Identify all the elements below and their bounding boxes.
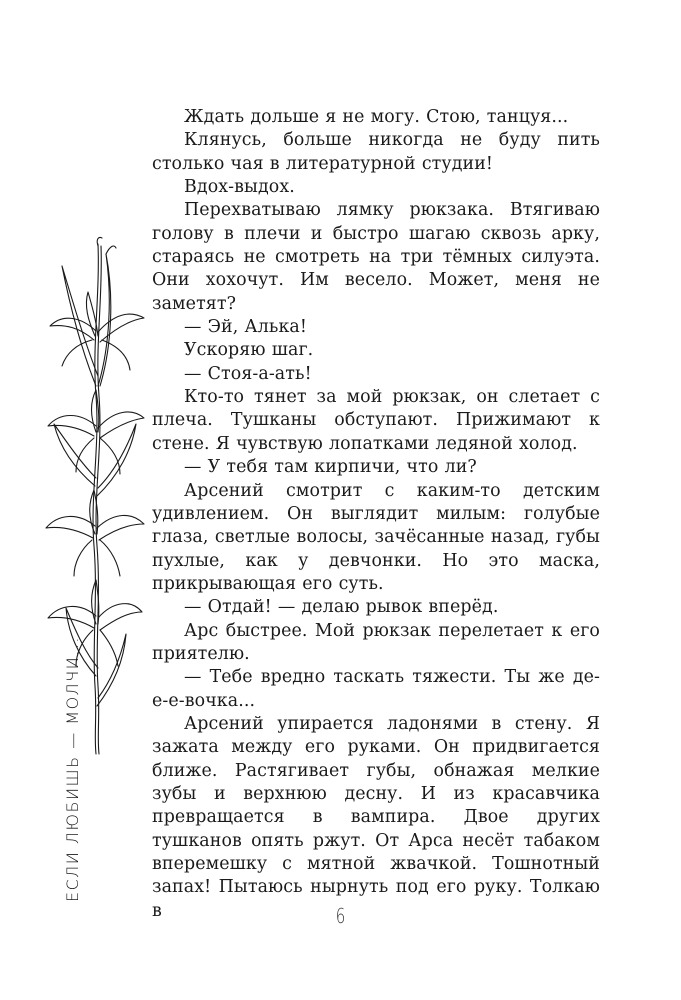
running-title: ЕСЛИ ЛЮБИШЬ — МОЛЧИ... bbox=[63, 635, 82, 902]
lily-stem-illustration-icon bbox=[40, 236, 150, 756]
paragraph: — Тебе вредно таскать тяжести. Ты же де-е-е-вочка... bbox=[152, 667, 600, 711]
paragraph: Арсений упирается ладонями в стену. Я зажата между его руками. Он придвигается ближе. Растягивает губы, обнажая мелкие зубы и верхнюю десну. И из красавчика превращается в вампира. Двое других тушканов опять ржут. От Арса несёт табаком вперемешку с мятной жвачкой. Тошнотный запах! Пытаюсь нырнуть под его руку. Толкаю в bbox=[152, 713, 600, 921]
paragraph: Перехватываю лямку рюкзака. Втягиваю голову в плечи и быстро шагаю сквозь арку, стараясь не смотреть на три тёмных силуэта. Они хохочут. Им весело. Может, меня не заметят? bbox=[152, 200, 600, 314]
body-text bbox=[152, 106, 600, 923]
paragraph: — Стоя-а-ать! bbox=[184, 363, 312, 384]
paragraph: Вдох-выдох. bbox=[184, 177, 295, 198]
paragraph: Арс быстрее. Мой рюкзак перелетает к его приятелю. bbox=[152, 620, 600, 664]
paragraph: Ждать дольше я не могу. Стою, танцуя... bbox=[184, 107, 569, 127]
page-number: 6 bbox=[335, 904, 346, 928]
paragraph: Ускоряю шаг. bbox=[184, 340, 314, 361]
paragraph: — Эй, Алька! bbox=[184, 317, 307, 338]
paragraph: Арсений смотрит с каким-то детским удивлением. Он выглядит милым: голубые глаза, светлые волосы, зачёсанные назад, губы пухлые, как у девчонки. Но это маска, прикрывающая его суть. bbox=[152, 480, 600, 594]
paragraph: — Отдай! — делаю рывок вперёд. bbox=[184, 597, 499, 618]
paragraph: Кто-то тянет за мой рюкзак, он слетает с плеча. Тушканы обступают. Прижимают к стене. Я чувствую лопатками ледяной холод. bbox=[152, 387, 600, 454]
paragraph: Клянусь, больше никогда не буду пить столько чая в литературной студии! bbox=[152, 130, 600, 174]
paragraph: — У тебя там кирпичи, что ли? bbox=[184, 457, 477, 478]
